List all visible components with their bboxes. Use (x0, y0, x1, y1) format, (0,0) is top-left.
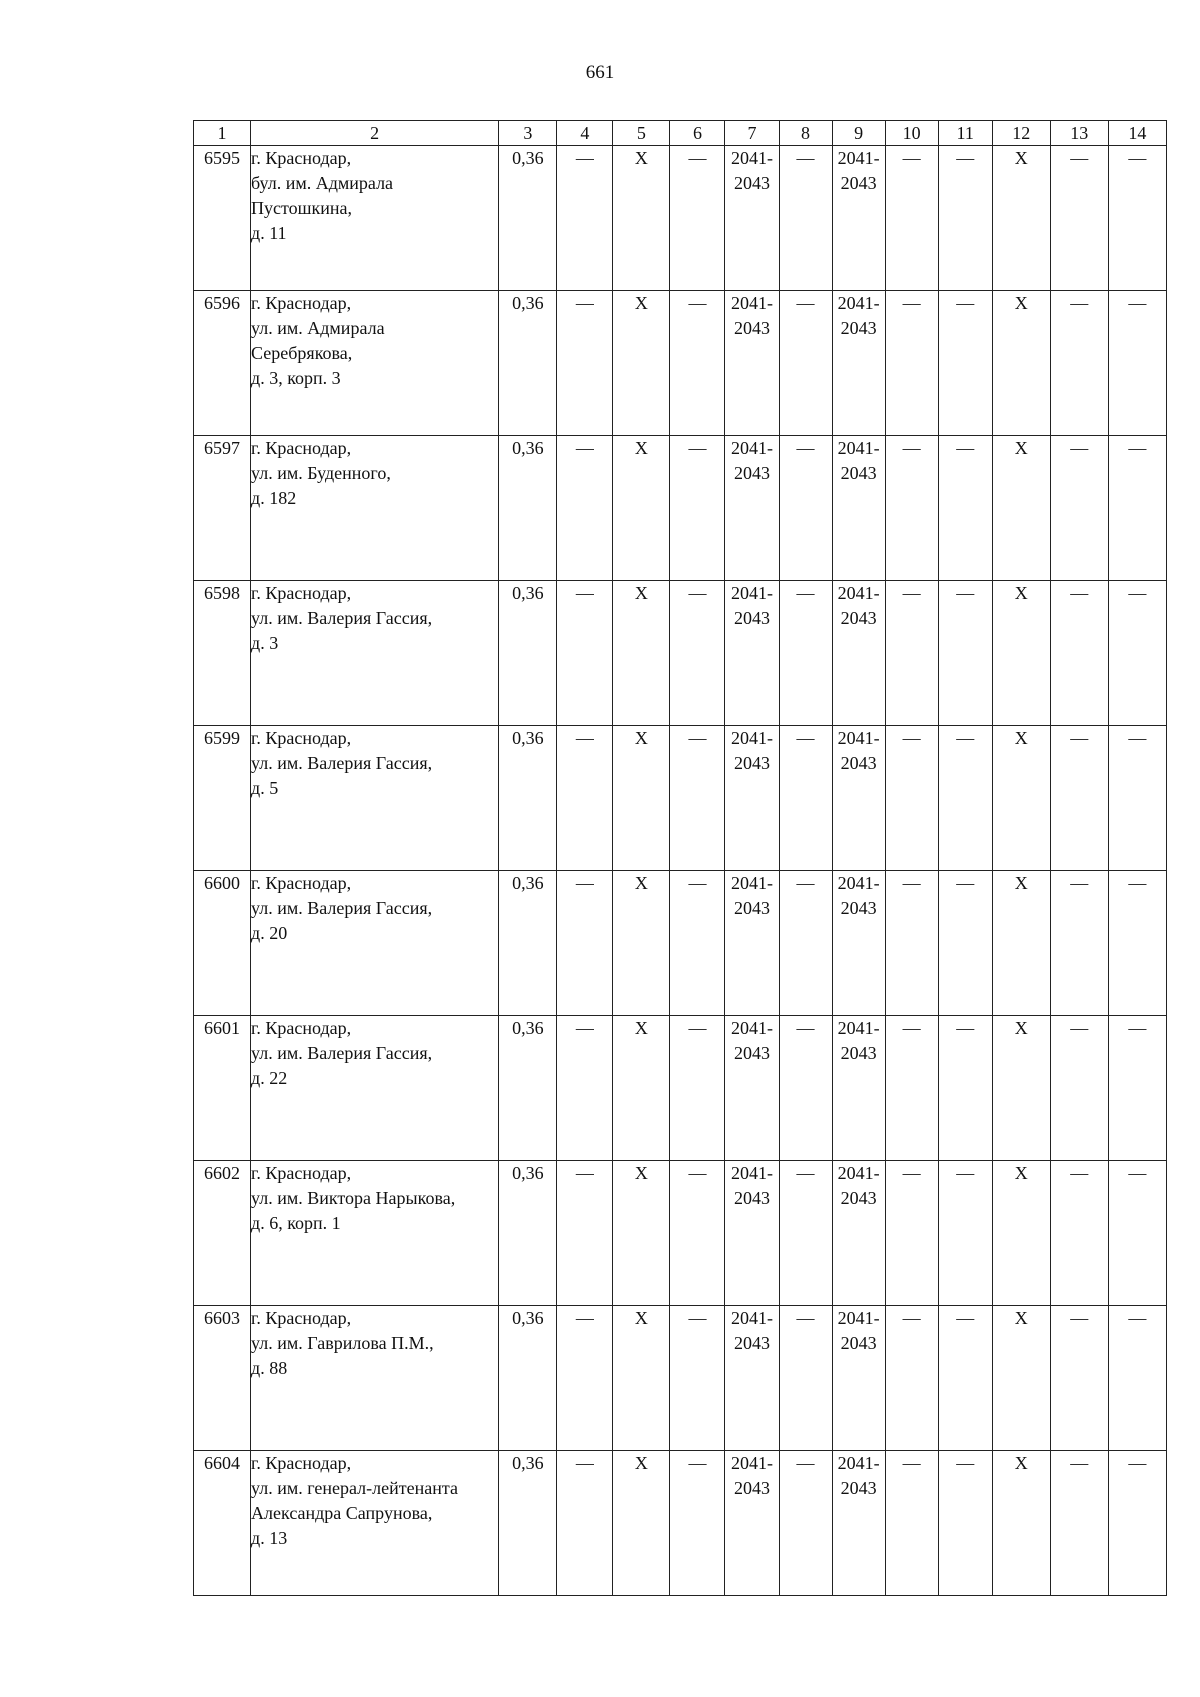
col11-cell: — (938, 871, 992, 1016)
col14-cell: — (1108, 146, 1166, 291)
col13-cell: — (1050, 871, 1108, 1016)
col14-cell: — (1108, 436, 1166, 581)
col6-cell: — (670, 291, 725, 436)
period-year: 2041- (837, 293, 880, 313)
col7-period-cell (725, 146, 779, 291)
period-year: 2043 (840, 318, 877, 338)
period-year: 2041- (731, 1163, 773, 1183)
col12-mark-cell: X (992, 871, 1050, 1016)
col14-cell: — (1108, 871, 1166, 1016)
address-cell: г. Краснодар, ул. им. генерал-лейтенанта Александра Сапрунова, д. 13 (251, 1451, 499, 1596)
col13-cell: — (1050, 291, 1108, 436)
col12-mark-cell: X (992, 1016, 1050, 1161)
col6-cell: — (670, 146, 725, 291)
col5-mark-cell: X (613, 871, 670, 1016)
table-row (194, 1016, 1167, 1161)
col12-mark-cell: X (992, 146, 1050, 291)
period-year: 2043 (840, 608, 877, 628)
value-cell: 0,36 (499, 436, 557, 581)
period-year: 2043 (734, 1188, 770, 1208)
col8-cell: — (779, 726, 832, 871)
col11-cell: — (938, 1306, 992, 1451)
col11-cell: — (938, 1016, 992, 1161)
col10-cell: — (885, 291, 938, 436)
value-cell: 0,36 (499, 871, 557, 1016)
col6-cell: — (670, 1016, 725, 1161)
col11-cell: — (938, 436, 992, 581)
col9-period-cell (832, 726, 885, 871)
col11-cell: — (938, 146, 992, 291)
column-header-13: 13 (1050, 121, 1108, 146)
col10-cell: — (885, 1451, 938, 1596)
address-cell: г. Краснодар, ул. им. Валерия Гассия, д. 3 (251, 581, 499, 726)
col5-mark-cell: X (613, 436, 670, 581)
registry-table (193, 120, 1167, 1596)
col7-period-cell (725, 291, 779, 436)
col6-cell: — (670, 436, 725, 581)
col10-cell: — (885, 581, 938, 726)
col14-cell: — (1108, 1016, 1166, 1161)
col10-cell: — (885, 1016, 938, 1161)
col6-cell: — (670, 1306, 725, 1451)
col8-cell: — (779, 291, 832, 436)
address-cell: г. Краснодар, ул. им. Валерия Гассия, д. 5 (251, 726, 499, 871)
table-body (194, 146, 1167, 1596)
col8-cell: — (779, 1451, 832, 1596)
col14-cell: — (1108, 581, 1166, 726)
col4-cell: — (557, 871, 613, 1016)
col14-cell: — (1108, 1161, 1166, 1306)
period-year: 2043 (734, 1478, 770, 1498)
row-number: 6603 (194, 1306, 251, 1451)
col9-period-cell (832, 291, 885, 436)
period-year: 2043 (840, 1188, 877, 1208)
period-year: 2041- (731, 1308, 773, 1328)
col5-mark-cell: X (613, 291, 670, 436)
col12-mark-cell: X (992, 1306, 1050, 1451)
column-header-8: 8 (779, 121, 832, 146)
col10-cell: — (885, 146, 938, 291)
col9-period-cell (832, 1016, 885, 1161)
col4-cell: — (557, 581, 613, 726)
period-year: 2043 (840, 1043, 877, 1063)
col13-cell: — (1050, 1306, 1108, 1451)
col5-mark-cell: X (613, 1161, 670, 1306)
col5-mark-cell: X (613, 726, 670, 871)
period-year: 2043 (840, 753, 877, 773)
col10-cell: — (885, 726, 938, 871)
period-year: 2043 (734, 318, 770, 338)
col10-cell: — (885, 436, 938, 581)
col8-cell: — (779, 436, 832, 581)
period-year: 2043 (734, 1043, 770, 1063)
col12-mark-cell: X (992, 581, 1050, 726)
col11-cell: — (938, 1161, 992, 1306)
row-number: 6597 (194, 436, 251, 581)
address-cell: г. Краснодар, ул. им. Валерия Гассия, д. 22 (251, 1016, 499, 1161)
col7-period-cell (725, 1306, 779, 1451)
col4-cell: — (557, 436, 613, 581)
column-header-6: 6 (670, 121, 725, 146)
value-cell: 0,36 (499, 146, 557, 291)
column-header-12: 12 (992, 121, 1050, 146)
col8-cell: — (779, 146, 832, 291)
period-year: 2041- (731, 293, 773, 313)
column-header-14: 14 (1108, 121, 1166, 146)
period-year: 2043 (734, 898, 770, 918)
col9-period-cell (832, 871, 885, 1016)
period-year: 2041- (731, 148, 773, 168)
table-row (194, 871, 1167, 1016)
value-cell: 0,36 (499, 1451, 557, 1596)
table-row (194, 146, 1167, 291)
address-cell: г. Краснодар, ул. им. Валерия Гассия, д. 20 (251, 871, 499, 1016)
period-year: 2043 (840, 898, 877, 918)
col6-cell: — (670, 726, 725, 871)
header-row (194, 121, 1167, 146)
col10-cell: — (885, 871, 938, 1016)
col6-cell: — (670, 1451, 725, 1596)
col11-cell: — (938, 726, 992, 871)
column-header-2: 2 (251, 121, 499, 146)
col10-cell: — (885, 1306, 938, 1451)
period-year: 2041- (837, 728, 880, 748)
period-year: 2041- (837, 1308, 880, 1328)
col5-mark-cell: X (613, 146, 670, 291)
col9-period-cell (832, 1306, 885, 1451)
col6-cell: — (670, 871, 725, 1016)
period-year: 2043 (734, 173, 770, 193)
row-number: 6595 (194, 146, 251, 291)
period-year: 2043 (840, 463, 877, 483)
address-cell: г. Краснодар, ул. им. Адмирала Серебрякова, д. 3, корп. 3 (251, 291, 499, 436)
value-cell: 0,36 (499, 1306, 557, 1451)
table-row (194, 726, 1167, 871)
period-year: 2041- (731, 1453, 773, 1473)
table-row (194, 1451, 1167, 1596)
value-cell: 0,36 (499, 1161, 557, 1306)
value-cell: 0,36 (499, 291, 557, 436)
row-number: 6600 (194, 871, 251, 1016)
period-year: 2041- (731, 1018, 773, 1038)
col13-cell: — (1050, 1161, 1108, 1306)
period-year: 2041- (731, 873, 773, 893)
period-year: 2041- (837, 438, 880, 458)
row-number: 6601 (194, 1016, 251, 1161)
col6-cell: — (670, 1161, 725, 1306)
period-year: 2043 (734, 1333, 770, 1353)
col7-period-cell (725, 726, 779, 871)
table-row (194, 581, 1167, 726)
col14-cell: — (1108, 726, 1166, 871)
row-number: 6598 (194, 581, 251, 726)
col5-mark-cell: X (613, 1306, 670, 1451)
period-year: 2043 (840, 173, 877, 193)
address-cell: г. Краснодар, бул. им. Адмирала Пустошкина, д. 11 (251, 146, 499, 291)
col4-cell: — (557, 291, 613, 436)
col12-mark-cell: X (992, 726, 1050, 871)
col13-cell: — (1050, 1016, 1108, 1161)
period-year: 2041- (837, 1018, 880, 1038)
col9-period-cell (832, 1451, 885, 1596)
table-row (194, 291, 1167, 436)
table-row (194, 436, 1167, 581)
period-year: 2041- (837, 1163, 880, 1183)
col13-cell: — (1050, 1451, 1108, 1596)
col7-period-cell (725, 1016, 779, 1161)
col10-cell: — (885, 1161, 938, 1306)
address-cell: г. Краснодар, ул. им. Виктора Нарыкова, д. 6, корп. 1 (251, 1161, 499, 1306)
address-cell: г. Краснодар, ул. им. Гаврилова П.М., д. 88 (251, 1306, 499, 1451)
col13-cell: — (1050, 436, 1108, 581)
col14-cell: — (1108, 291, 1166, 436)
column-header-1: 1 (194, 121, 251, 146)
period-year: 2043 (840, 1478, 877, 1498)
col7-period-cell (725, 581, 779, 726)
column-header-10: 10 (885, 121, 938, 146)
period-year: 2041- (731, 728, 773, 748)
period-year: 2041- (837, 1453, 880, 1473)
col12-mark-cell: X (992, 1451, 1050, 1596)
col9-period-cell (832, 436, 885, 581)
col7-period-cell (725, 1161, 779, 1306)
column-header-11: 11 (938, 121, 992, 146)
col5-mark-cell: X (613, 1016, 670, 1161)
value-cell: 0,36 (499, 1016, 557, 1161)
period-year: 2043 (734, 463, 770, 483)
col13-cell: — (1050, 146, 1108, 291)
col6-cell: — (670, 581, 725, 726)
column-header-3: 3 (499, 121, 557, 146)
col11-cell: — (938, 1451, 992, 1596)
col7-period-cell (725, 1451, 779, 1596)
row-number: 6596 (194, 291, 251, 436)
col14-cell: — (1108, 1451, 1166, 1596)
table-row (194, 1306, 1167, 1451)
col8-cell: — (779, 581, 832, 726)
col9-period-cell (832, 146, 885, 291)
col11-cell: — (938, 581, 992, 726)
column-header-4: 4 (557, 121, 613, 146)
col9-period-cell (832, 1161, 885, 1306)
col4-cell: — (557, 1451, 613, 1596)
col8-cell: — (779, 1306, 832, 1451)
col5-mark-cell: X (613, 581, 670, 726)
col12-mark-cell: X (992, 291, 1050, 436)
col13-cell: — (1050, 726, 1108, 871)
period-year: 2041- (731, 583, 773, 603)
col12-mark-cell: X (992, 1161, 1050, 1306)
col14-cell: — (1108, 1306, 1166, 1451)
row-number: 6604 (194, 1451, 251, 1596)
col7-period-cell (725, 871, 779, 1016)
row-number: 6599 (194, 726, 251, 871)
col4-cell: — (557, 146, 613, 291)
table-row (194, 1161, 1167, 1306)
col4-cell: — (557, 1016, 613, 1161)
column-header-7: 7 (725, 121, 779, 146)
row-number: 6602 (194, 1161, 251, 1306)
period-year: 2043 (734, 753, 770, 773)
col4-cell: — (557, 1306, 613, 1451)
value-cell: 0,36 (499, 726, 557, 871)
period-year: 2041- (837, 148, 880, 168)
col8-cell: — (779, 1016, 832, 1161)
col4-cell: — (557, 726, 613, 871)
col11-cell: — (938, 291, 992, 436)
col8-cell: — (779, 1161, 832, 1306)
column-header-9: 9 (832, 121, 885, 146)
col12-mark-cell: X (992, 436, 1050, 581)
period-year: 2041- (731, 438, 773, 458)
value-cell: 0,36 (499, 581, 557, 726)
col8-cell: — (779, 871, 832, 1016)
col9-period-cell (832, 581, 885, 726)
period-year: 2041- (837, 583, 880, 603)
col7-period-cell (725, 436, 779, 581)
page-number: 661 (585, 62, 615, 83)
period-year: 2043 (840, 1333, 877, 1353)
period-year: 2043 (734, 608, 770, 628)
period-year: 2041- (837, 873, 880, 893)
column-header-5: 5 (613, 121, 670, 146)
col13-cell: — (1050, 581, 1108, 726)
address-cell: г. Краснодар, ул. им. Буденного, д. 182 (251, 436, 499, 581)
col4-cell: — (557, 1161, 613, 1306)
col5-mark-cell: X (613, 1451, 670, 1596)
